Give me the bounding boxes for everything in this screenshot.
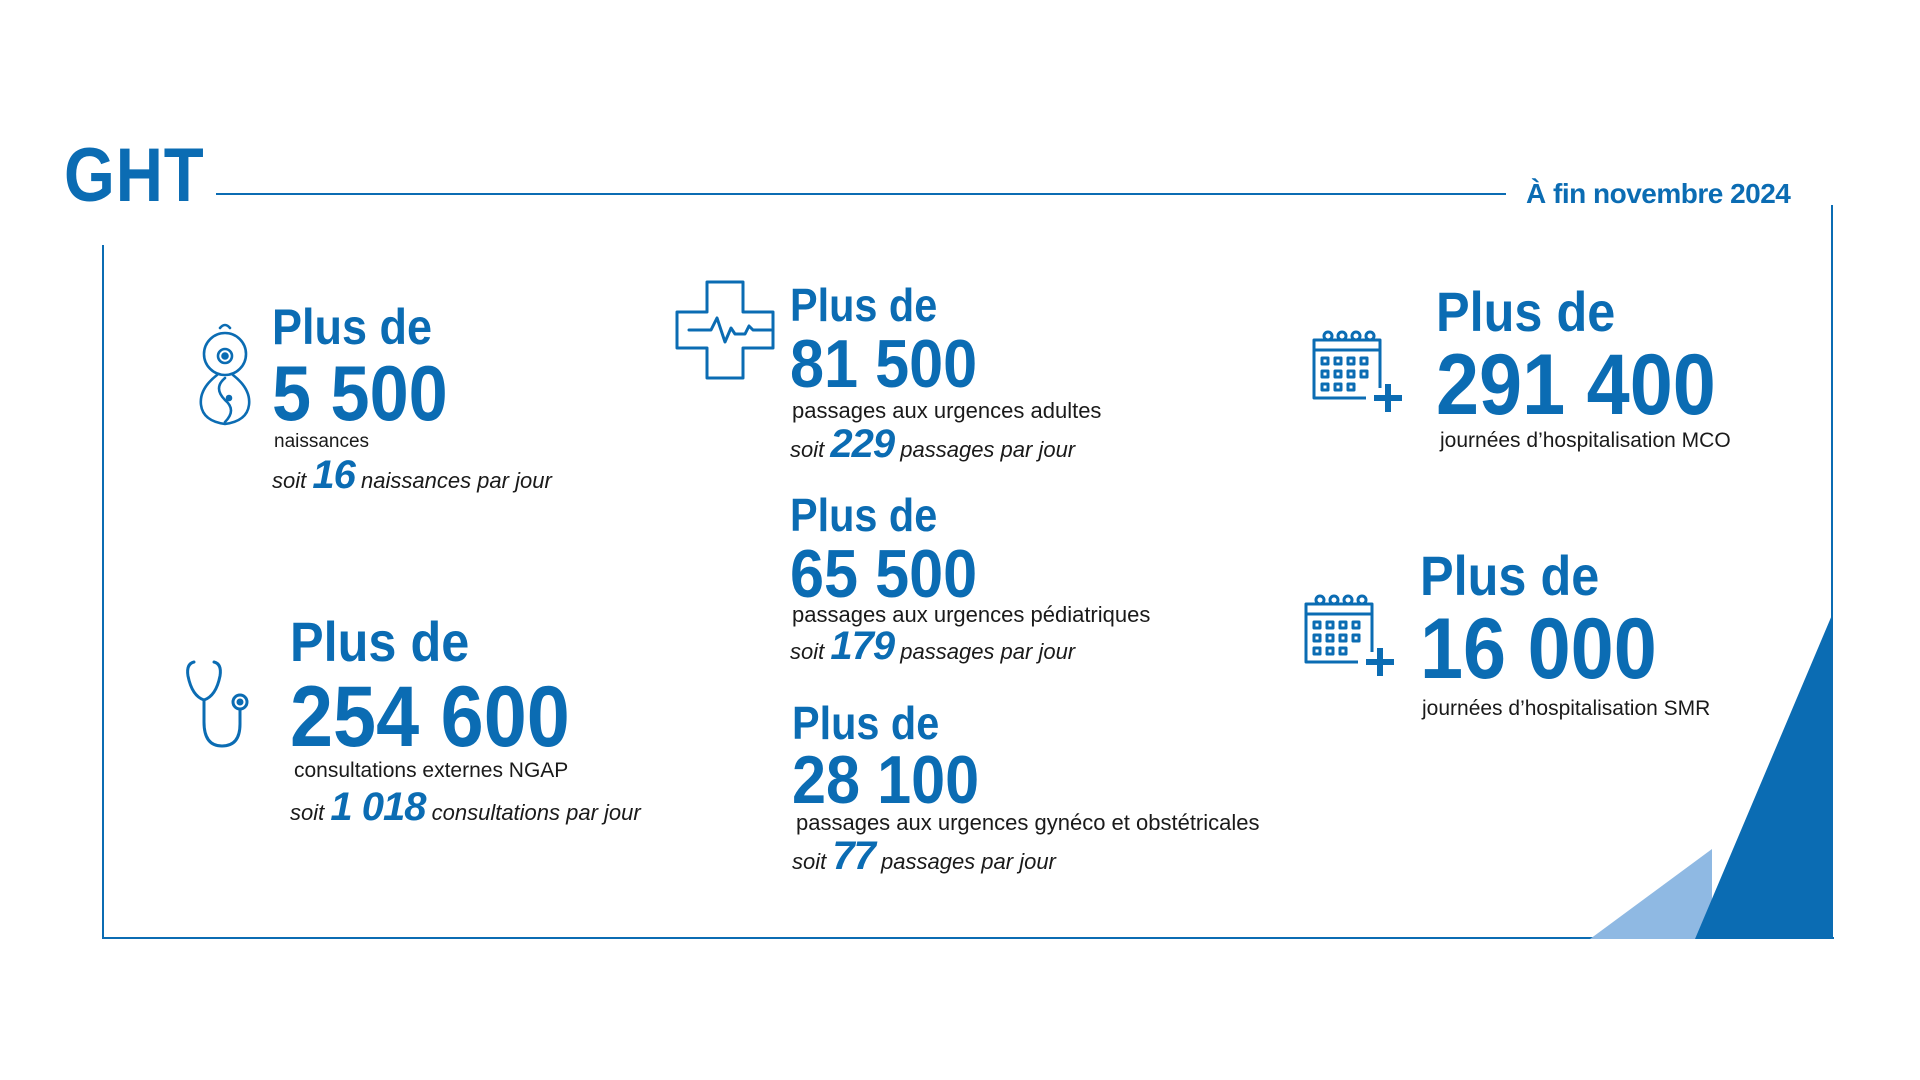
daily-suffix: consultations par jour [431,800,641,825]
stat-lead: Plus de [790,279,938,331]
stat-daily [290,787,641,827]
daily-value: 229 [830,422,895,466]
daily-suffix: passages par jour [881,849,1056,874]
daily-prefix: soit [272,468,307,493]
stat-urgences-pediatriques [790,489,1151,668]
daily-value: 77 [832,834,875,878]
daily-value: 179 [830,624,895,668]
daily-prefix: soit [290,800,325,825]
stat-lead: Plus de [1436,280,1616,343]
stat-value: 5 500 [272,349,448,437]
stat-naissances [272,299,552,497]
daily-suffix: naissances par jour [361,468,552,493]
stat-value: 291 400 [1436,337,1716,433]
stat-description: journées d’hospitalisation MCO [1440,429,1731,452]
daily-value: 1 018 [330,785,426,829]
medical-cross-heartbeat-icon [673,278,777,382]
daily-suffix: passages par jour [900,437,1076,462]
stat-daily [790,424,1101,464]
stat-description: journées d’hospitalisation SMR [1422,697,1711,720]
daily-prefix: soit [790,437,825,462]
daily-prefix: soit [790,639,825,664]
stethoscope-icon [184,658,264,752]
stat-hospitalisation-mco [1436,280,1747,452]
stat-consultations [290,610,641,829]
page-title: GHT [64,133,205,218]
baby-icon [196,320,254,426]
calendar-plus-icon [1310,330,1406,412]
stat-lead: Plus de [790,489,938,541]
stat-urgences-adultes [790,279,1102,466]
stat-value: 81 500 [790,326,978,402]
stat-lead: Plus de [290,610,470,673]
corner-light-triangle [1590,849,1712,939]
stat-description: passages aux urgences gynéco et obstétricales [796,810,1260,835]
corner-dark-triangle [1695,615,1832,939]
stat-daily [272,455,552,495]
stat-lead: Plus de [272,299,433,355]
date-label: À fin novembre 2024 [1526,178,1791,209]
stat-description: passages aux urgences adultes [792,398,1102,423]
stat-value: 254 600 [290,669,570,765]
daily-prefix: soit [792,849,827,874]
stat-hospitalisation-smr [1420,544,1711,720]
daily-value: 16 [312,453,355,497]
stat-daily [790,626,1150,666]
stat-value: 16 000 [1420,601,1657,697]
stat-daily [792,836,1260,876]
calendar-plus-icon [1302,594,1398,676]
daily-suffix: passages par jour [900,639,1076,664]
stat-description: naissances [274,431,370,452]
stat-value: 65 500 [790,536,978,612]
stat-description: consultations externes NGAP [294,759,569,782]
stat-description: passages aux urgences pédiatriques [792,602,1151,627]
stat-lead: Plus de [792,697,940,749]
stat-value: 28 100 [792,742,980,818]
stat-lead: Plus de [1420,544,1600,607]
header-divider [216,193,1506,195]
stat-urgences-gyneco [792,697,1260,878]
